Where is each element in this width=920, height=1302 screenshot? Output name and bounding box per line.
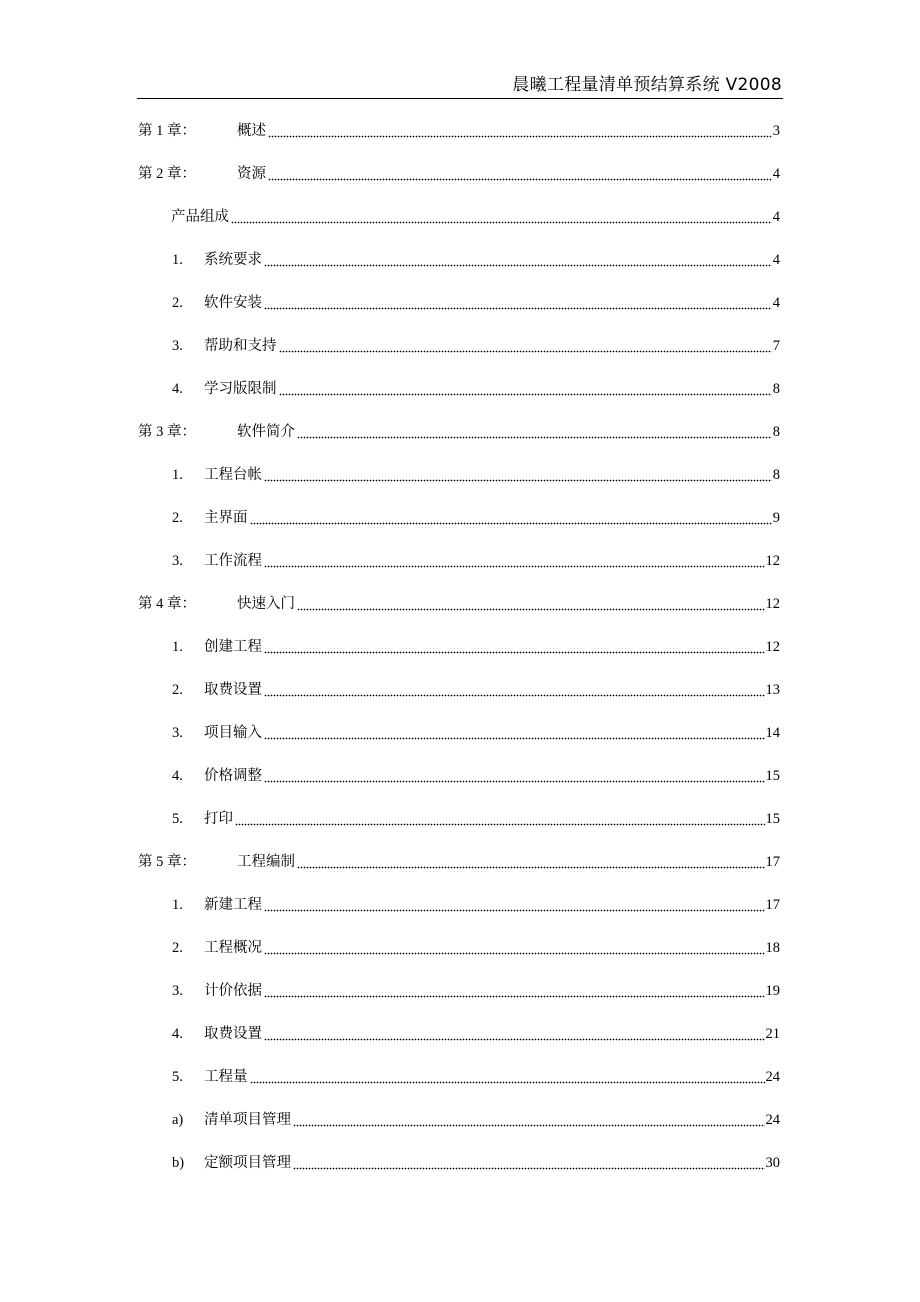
- toc-page-number: 8: [772, 381, 780, 397]
- toc-chapter-number: 第 1 章：: [138, 123, 196, 139]
- toc-dot-leader: [293, 1109, 765, 1131]
- toc-entry[interactable]: [0, 292, 920, 314]
- toc-entry[interactable]: [0, 636, 920, 658]
- toc-item-number: 1.: [172, 252, 183, 268]
- toc-entry-label: 打印: [204, 808, 234, 830]
- toc-entry[interactable]: [0, 1109, 920, 1131]
- toc-entry-label: 学习版限制: [204, 378, 278, 400]
- toc-dot-leader: [264, 292, 772, 314]
- toc-page-number: 4: [772, 295, 780, 311]
- toc-item-number: 4.: [172, 768, 183, 784]
- toc-entry-label: 新建工程: [204, 894, 263, 916]
- toc-entry-label: 取费设置: [204, 679, 263, 701]
- toc-entry-label: 资源: [237, 163, 267, 185]
- toc-entry-label: 价格调整: [204, 765, 263, 787]
- toc-dot-leader: [264, 679, 765, 701]
- header-rule: [137, 98, 783, 99]
- toc-entry[interactable]: [0, 980, 920, 1002]
- toc-item-number: 5.: [172, 811, 183, 827]
- toc-entry[interactable]: [0, 1152, 920, 1174]
- toc-entry[interactable]: [0, 808, 920, 830]
- toc-page-number: 12: [765, 553, 780, 569]
- toc-item-number: 4.: [172, 381, 183, 397]
- toc-entry[interactable]: [0, 765, 920, 787]
- toc-entry[interactable]: [0, 507, 920, 529]
- toc-item-number: 2.: [172, 510, 183, 526]
- toc-entry[interactable]: [0, 550, 920, 572]
- toc-item-number: 2.: [172, 940, 183, 956]
- toc-entry-label: 工程台帐: [204, 464, 263, 486]
- toc-entry-label: 工程概况: [204, 937, 263, 959]
- toc-dot-leader: [250, 1066, 765, 1088]
- toc-dot-leader: [297, 421, 772, 443]
- toc-page-number: 13: [765, 682, 780, 698]
- toc-entry-label: 计价依据: [204, 980, 263, 1002]
- toc-entry[interactable]: [0, 937, 920, 959]
- toc-entry[interactable]: [0, 335, 920, 357]
- toc-entry[interactable]: [0, 1066, 920, 1088]
- toc-chapter-number: 第 5 章：: [138, 854, 196, 870]
- toc-item-number: 3.: [172, 725, 183, 741]
- toc-page-number: 24: [765, 1069, 780, 1085]
- toc-page-number: 30: [765, 1155, 780, 1171]
- toc-entry-label: 软件安装: [204, 292, 263, 314]
- toc-page-number: 3: [772, 123, 780, 139]
- toc-dot-leader: [250, 507, 772, 529]
- toc-dot-leader: [264, 765, 765, 787]
- toc-item-number: 5.: [172, 1069, 183, 1085]
- toc-entry-label: 创建工程: [204, 636, 263, 658]
- toc-entry[interactable]: [0, 851, 920, 873]
- toc-page-number: 21: [765, 1026, 780, 1042]
- toc-page-number: 12: [765, 639, 780, 655]
- toc-entry-label: 工程量: [204, 1066, 249, 1088]
- toc-dot-leader: [235, 808, 765, 830]
- toc-entry-label: 工程编制: [237, 851, 296, 873]
- toc-page-number: 15: [765, 768, 780, 784]
- toc-page-number: 4: [772, 166, 780, 182]
- toc-entry-label: 产品组成: [171, 206, 230, 228]
- toc-page-number: 4: [772, 209, 780, 225]
- toc-item-number: 3.: [172, 553, 183, 569]
- toc-entry-label: 主界面: [204, 507, 249, 529]
- toc-entry[interactable]: [0, 206, 920, 228]
- toc-entry-label: 工作流程: [204, 550, 263, 572]
- toc-entry[interactable]: [0, 722, 920, 744]
- toc-entry-label: 项目输入: [204, 722, 263, 744]
- toc-page-number: 8: [772, 467, 780, 483]
- toc-item-number: a): [172, 1112, 184, 1128]
- toc-entry[interactable]: [0, 894, 920, 916]
- toc-item-number: 1.: [172, 467, 183, 483]
- toc-dot-leader: [264, 980, 765, 1002]
- toc-entry[interactable]: [0, 421, 920, 443]
- toc-dot-leader: [264, 636, 765, 658]
- toc-dot-leader: [264, 1023, 765, 1045]
- toc-chapter-number: 第 3 章：: [138, 424, 196, 440]
- toc-item-number: 4.: [172, 1026, 183, 1042]
- toc-chapter-number: 第 4 章：: [138, 596, 196, 612]
- toc-entry[interactable]: [0, 378, 920, 400]
- toc-page-number: 24: [765, 1112, 780, 1128]
- toc-entry[interactable]: [0, 464, 920, 486]
- toc-dot-leader: [279, 335, 772, 357]
- toc-page-number: 15: [765, 811, 780, 827]
- toc-dot-leader: [264, 722, 765, 744]
- toc-entry-label: 快速入门: [237, 593, 296, 615]
- toc-item-number: 1.: [172, 897, 183, 913]
- toc-entry[interactable]: [0, 593, 920, 615]
- page-header-title: 晨曦工程量清单预结算系统 V2008: [512, 75, 782, 95]
- toc-page-number: 8: [772, 424, 780, 440]
- toc-dot-leader: [264, 249, 772, 271]
- toc-page-number: 14: [765, 725, 780, 741]
- toc-page-number: 7: [772, 338, 780, 354]
- toc-page-number: 19: [765, 983, 780, 999]
- toc-dot-leader: [297, 593, 765, 615]
- toc-dot-leader: [231, 206, 772, 228]
- toc-page-number: 4: [772, 252, 780, 268]
- toc-page-number: 17: [765, 897, 780, 913]
- toc-item-number: 2.: [172, 295, 183, 311]
- toc-dot-leader: [279, 378, 772, 400]
- toc-item-number: b): [172, 1155, 185, 1171]
- toc-page-number: 18: [765, 940, 780, 956]
- toc-dot-leader: [264, 464, 772, 486]
- toc-entry-label: 软件简介: [237, 421, 296, 443]
- toc-dot-leader: [293, 1152, 765, 1174]
- toc-dot-leader: [264, 937, 765, 959]
- toc-page-number: 9: [772, 510, 780, 526]
- toc-dot-leader: [264, 894, 765, 916]
- toc-item-number: 3.: [172, 338, 183, 354]
- toc-item-number: 1.: [172, 639, 183, 655]
- toc-entry-label: 取费设置: [204, 1023, 263, 1045]
- toc-dot-leader: [268, 120, 772, 142]
- toc-page-number: 17: [765, 854, 780, 870]
- toc-entry-label: 定额项目管理: [204, 1152, 292, 1174]
- toc-entry-label: 系统要求: [204, 249, 263, 271]
- toc-entry[interactable]: [0, 1023, 920, 1045]
- toc-item-number: 3.: [172, 983, 183, 999]
- toc-entry[interactable]: [0, 163, 920, 185]
- toc-entry-label: 概述: [237, 120, 267, 142]
- toc-entry-label: 清单项目管理: [204, 1109, 292, 1131]
- toc-dot-leader: [297, 851, 765, 873]
- toc-page-number: 12: [765, 596, 780, 612]
- toc-entry[interactable]: [0, 679, 920, 701]
- toc-entry[interactable]: [0, 249, 920, 271]
- toc-entry-label: 帮助和支持: [204, 335, 278, 357]
- toc-dot-leader: [264, 550, 765, 572]
- toc-chapter-number: 第 2 章：: [138, 166, 196, 182]
- toc-dot-leader: [268, 163, 772, 185]
- toc-entry[interactable]: [0, 120, 920, 142]
- toc-item-number: 2.: [172, 682, 183, 698]
